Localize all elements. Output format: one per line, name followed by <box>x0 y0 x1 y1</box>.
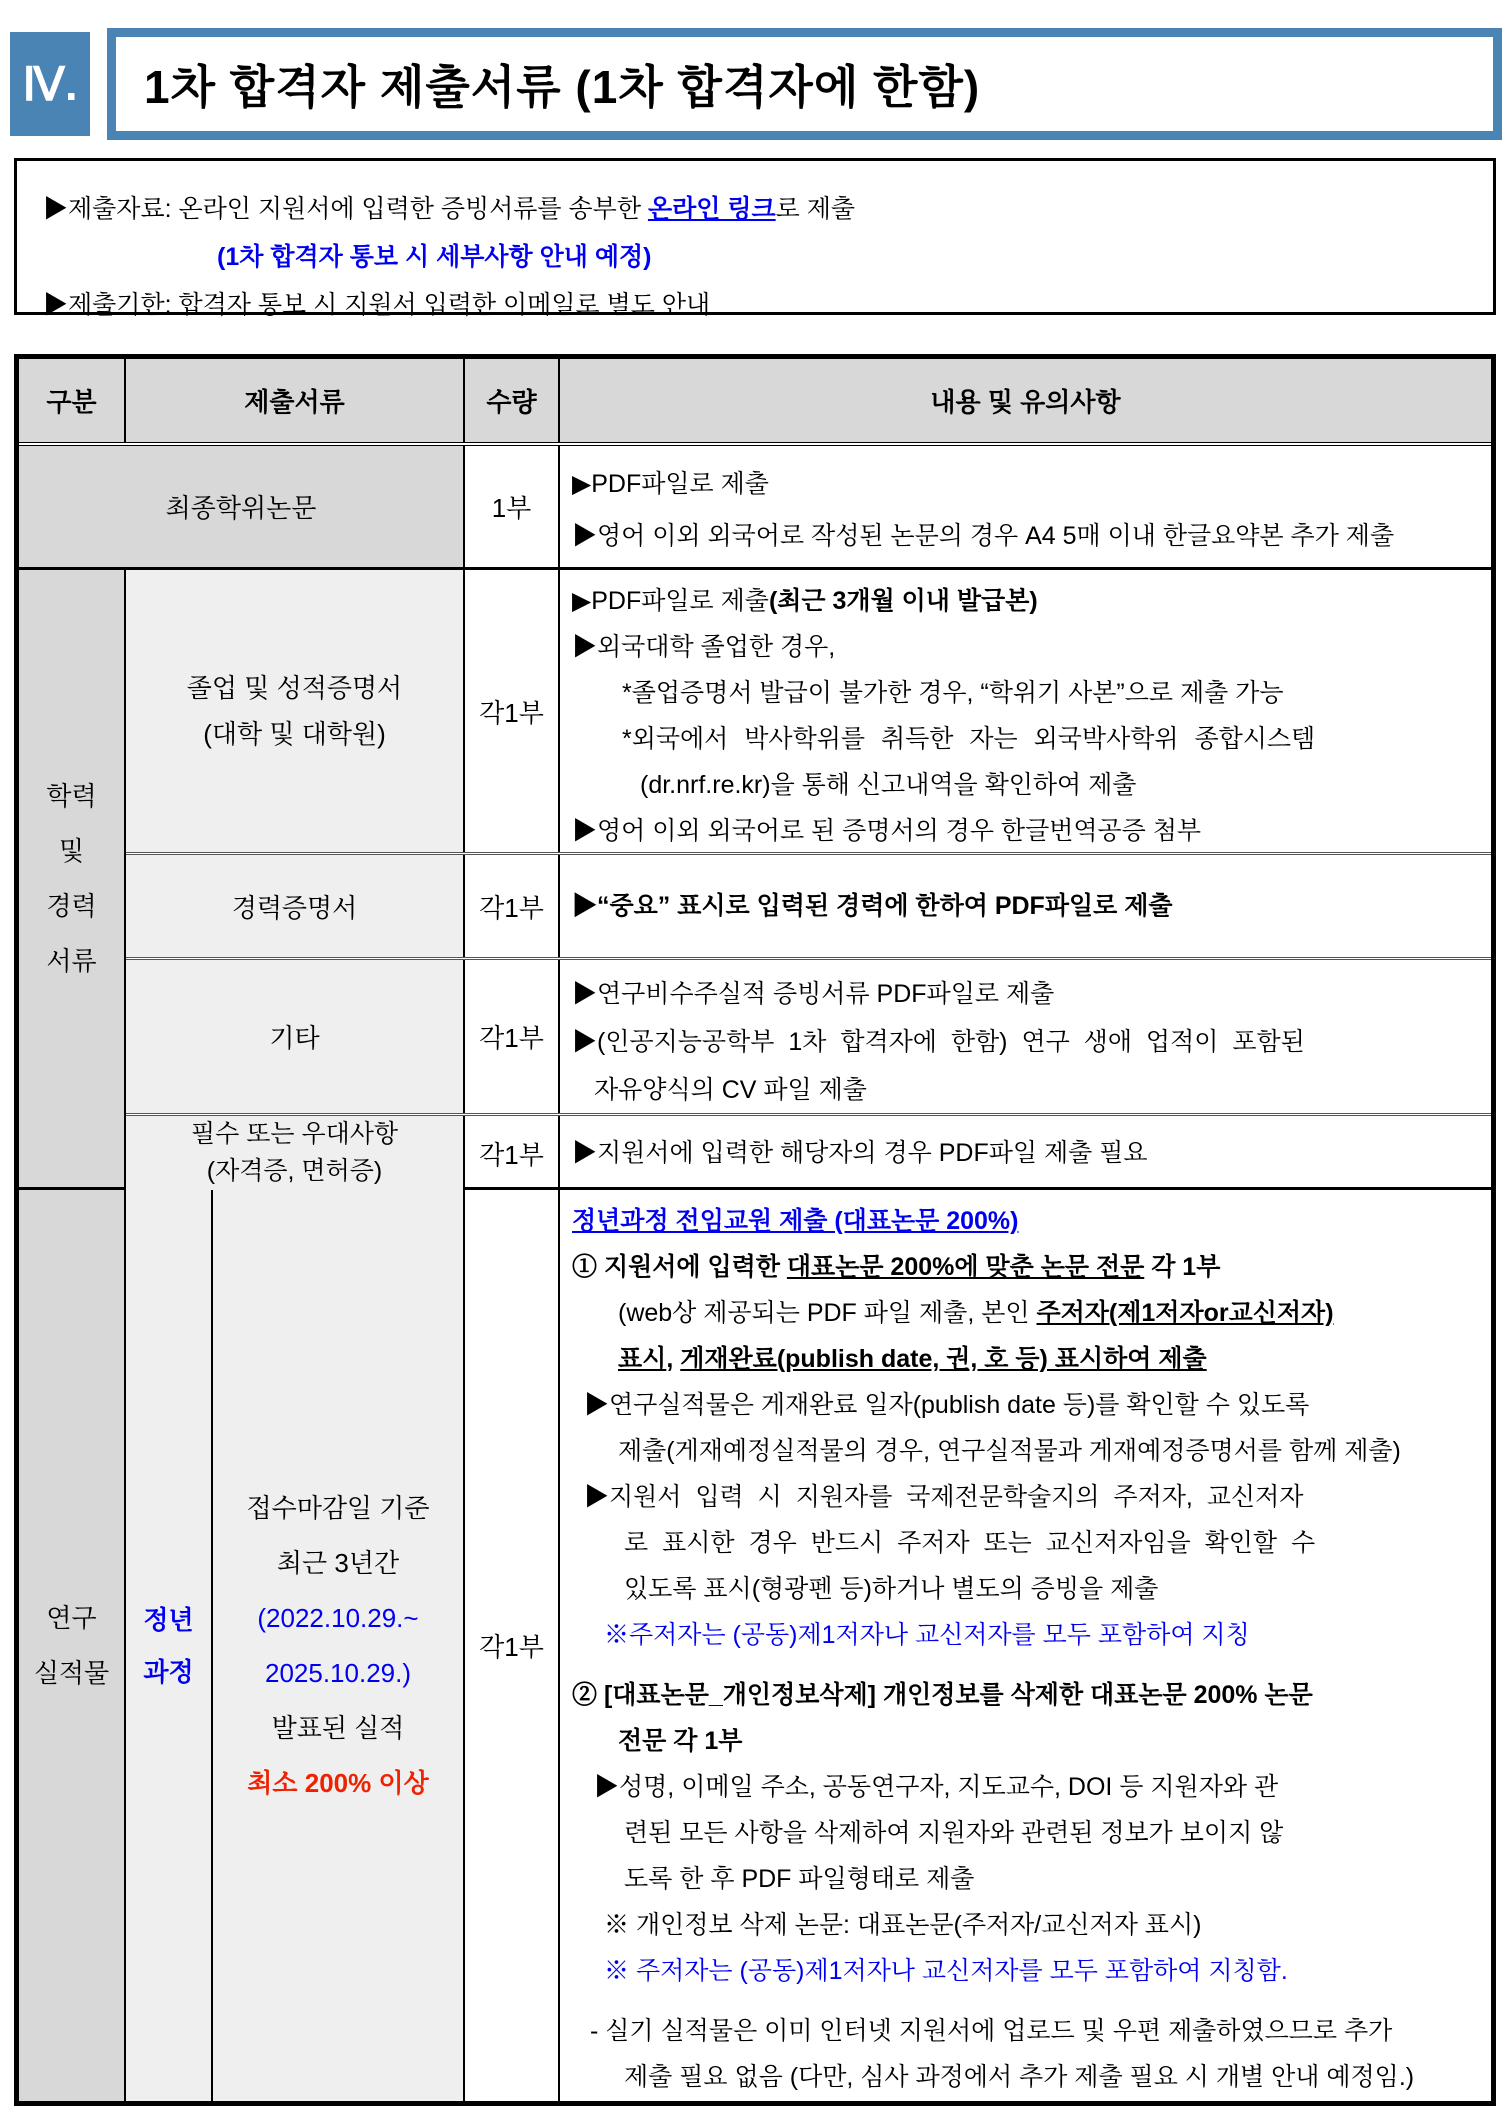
required-doc-label <box>126 1116 465 1190</box>
research-notes <box>560 1190 1491 2101</box>
section-number-badge: Ⅳ. <box>10 32 90 136</box>
category-line: 연구 <box>46 1602 97 1633</box>
etc-note-line: 자유양식의 CV 파일 제출 <box>594 1076 867 1104</box>
career-note-line: ▶“중요” 표시로 입력된 경력에 한하여 PDF파일로 제출 <box>572 892 1173 920</box>
research-note-line: 있도록 표시(형광펜 등)하거나 별도의 증빙을 제출 <box>624 1575 1159 1603</box>
required-qty: 각1부 <box>465 1116 560 1190</box>
thesis-doc-label: 최종학위논문 <box>19 446 465 567</box>
research-note-line: ▶성명, 이메일 주소, 공동연구자, 지도교수, DOI 등 지원자와 관 <box>594 1773 1279 1801</box>
graduation-note-line: ▶외국대학 졸업한 경우, <box>572 633 836 661</box>
career-doc-label: 경력증명서 <box>126 855 465 957</box>
period-date-start: (2022.10.29.~ <box>257 1602 419 1633</box>
graduation-qty: 각1부 <box>465 570 560 852</box>
notice-submit-note: (1차 합격자 통보 시 세부사항 안내 예정) <box>217 243 652 271</box>
graduation-doc-label <box>126 570 465 852</box>
research-note-line: ▶지원서 입력 시 지원자를 국제전문학술지의 주저자, 교신저자 <box>584 1483 1304 1511</box>
note-text-underline: 주저자(제1저자or교신저자) <box>1036 1299 1334 1327</box>
header-category: 구분 <box>19 359 126 442</box>
thesis-qty: 1부 <box>465 446 560 567</box>
research-note-line: 제출 필요 없음 (다만, 심사 과정에서 추가 제출 필요 시 개별 안내 예정임.) <box>624 2063 1415 2091</box>
table-row-required <box>126 1116 1491 1190</box>
category-line: 및 <box>58 835 85 866</box>
research-note-line: - 실기 실적물은 이미 인터넷 지원서에 업로드 및 우편 제출하였으므로 추가 <box>590 2017 1393 2045</box>
research-qty: 각1부 <box>465 1190 560 2101</box>
note-text: , <box>666 1345 681 1373</box>
documents-table <box>14 354 1496 2106</box>
research-note-blue: ※주저자는 (공동)제1저자나 교신저자를 모두 포함하여 지칭 <box>604 1621 1250 1649</box>
category-line: 서류 <box>46 945 97 976</box>
research-note-blue: ※ 주저자는 (공동)제1저자나 교신저자를 모두 포함하여 지칭함. <box>604 1957 1288 1985</box>
notice-deadline-line: ▶제출기한: 합격자 통보 시 지원서 입력한 이메일로 별도 안내 <box>43 291 711 319</box>
research-note-line: 제출(게재예정실적물의 경우, 연구실적물과 게재예정증명서를 함께 제출) <box>618 1437 1401 1465</box>
online-link[interactable]: 온라인 링크 <box>647 195 776 223</box>
page-title: 1차 합격자 제출서류 (1차 합격자에 한함) <box>144 61 981 113</box>
research-note-line: ※ 개인정보 삭제 논문: 대표논문(주저자/교신저자 표시) <box>604 1911 1202 1939</box>
etc-note-line: ▶(인공지능공학부 1차 합격자에 한함) 연구 생애 업적이 포함된 <box>572 1028 1305 1056</box>
research-item2-line: 전문 각 1부 <box>618 1727 743 1755</box>
note-text: ▶PDF파일로 제출 <box>572 587 769 615</box>
notice-submit-suffix: 로 제출 <box>775 195 856 223</box>
note-text: 각 1부 <box>1144 1253 1221 1281</box>
note-text: ① 지원서에 입력한 <box>572 1253 787 1281</box>
research-note-line: 로 표시한 경우 반드시 주저자 또는 교신저자임을 확인할 수 <box>624 1529 1316 1557</box>
research-item1-line <box>560 1290 1491 1336</box>
section-header <box>10 28 1502 140</box>
period-line: 최근 3년간 <box>276 1547 400 1578</box>
research-item1-line <box>560 1244 1491 1290</box>
graduation-note-line: (dr.nrf.re.kr)을 통해 신고내역을 확인하여 제출 <box>640 771 1137 799</box>
header-document: 제출서류 <box>126 359 465 442</box>
table-section-education-career <box>19 570 1491 1190</box>
thesis-note-line: ▶영어 이외 외국어로 작성된 논문의 경우 A4 5매 이내 한글요약본 추가 제출 <box>572 522 1395 550</box>
graduation-notes <box>560 570 1491 852</box>
table-row-graduation <box>126 570 1491 855</box>
period-date-end: 2025.10.29.) <box>264 1657 411 1688</box>
notice-box <box>14 158 1496 319</box>
note-text-underline: 게재완료(publish date, 권, 호 등) 표시하여 제출 <box>680 1345 1207 1373</box>
required-notes <box>560 1116 1491 1190</box>
research-note-line: 도록 한 후 PDF 파일형태로 제출 <box>624 1865 975 1893</box>
note-text-bold: (최근 3개월 이내 발급본) <box>768 587 1038 615</box>
header-quantity: 수량 <box>465 359 560 442</box>
required-doc-line1: 필수 또는 우대사항 <box>190 1120 399 1148</box>
note-text-underline: 대표논문 200%에 맞춘 논문 전문 <box>786 1253 1145 1281</box>
table-row-etc <box>126 960 1491 1116</box>
table-header-row <box>19 359 1491 446</box>
note-text: (web상 제공되는 PDF 파일 제출, 본인 <box>618 1299 1037 1327</box>
period-line: 접수마감일 기준 <box>246 1492 430 1523</box>
table-section-research <box>19 1190 1491 2101</box>
graduation-doc-line1: 졸업 및 성적증명서 <box>186 673 403 703</box>
note-text-underline: 표시 <box>618 1345 667 1373</box>
etc-notes <box>560 960 1491 1113</box>
required-note-line: ▶지원서에 입력한 해당자의 경우 PDF파일 제출 필요 <box>572 1139 1148 1167</box>
education-career-rows <box>126 570 1491 1187</box>
tenure-track-label <box>126 1190 213 2101</box>
research-item2-line: ② [대표논문_개인정보삭제] 개인정보를 삭제한 대표논문 200% 논문 <box>572 1681 1313 1709</box>
etc-qty: 각1부 <box>465 960 560 1113</box>
graduation-note-line: *졸업증명서 발급이 불가한 경우, “학위기 사본”으로 제출 가능 <box>622 679 1284 707</box>
etc-doc-label: 기타 <box>126 960 465 1113</box>
tenure-track-line: 과정 <box>143 1656 194 1687</box>
graduation-doc-line2: (대학 및 대학원) <box>203 719 386 749</box>
tenure-track-line: 정년 <box>143 1604 194 1635</box>
category-education-career <box>19 570 126 1187</box>
table-row-thesis <box>19 446 1491 570</box>
section-title-box <box>107 28 1502 140</box>
table-row-career <box>126 855 1491 960</box>
research-note-line: ▶연구실적물은 게재완료 일자(publish date 등)를 확인할 수 있도록 <box>584 1391 1310 1419</box>
period-line: 발표된 실적 <box>271 1712 405 1743</box>
thesis-note-line: ▶PDF파일로 제출 <box>572 470 769 498</box>
required-doc-line2: (자격증, 면허증) <box>206 1157 383 1185</box>
category-line: 실적물 <box>33 1657 110 1688</box>
notice-submit-line <box>17 185 1493 233</box>
category-research-output <box>19 1190 126 2101</box>
career-notes <box>560 855 1491 957</box>
research-note-line: 련된 모든 사항을 삭제하여 지원자와 관련된 정보가 보이지 않 <box>624 1819 1284 1847</box>
thesis-notes <box>560 446 1491 567</box>
header-notes: 내용 및 유의사항 <box>560 359 1491 442</box>
category-line: 경력 <box>46 890 97 921</box>
research-notes-title: 정년과정 전임교원 제출 (대표논문 200%) <box>572 1207 1019 1235</box>
research-item1-line <box>560 1336 1491 1382</box>
graduation-note-line: ▶영어 이외 외국어로 된 증명서의 경우 한글번역공증 첨부 <box>572 817 1202 845</box>
period-minimum-requirement: 최소 200% 이상 <box>247 1767 429 1798</box>
research-period-cell <box>213 1190 465 2101</box>
graduation-note-line: *외국에서 박사학위를 취득한 자는 외국박사학위 종합시스템 <box>622 725 1316 753</box>
notice-submit-prefix: ▶제출자료: 온라인 지원서에 입력한 증빙서류를 송부한 <box>43 195 648 223</box>
career-qty: 각1부 <box>465 855 560 957</box>
category-line: 학력 <box>46 780 97 811</box>
graduation-note-line <box>560 578 1491 624</box>
etc-note-line: ▶연구비수주실적 증빙서류 PDF파일로 제출 <box>572 980 1055 1008</box>
